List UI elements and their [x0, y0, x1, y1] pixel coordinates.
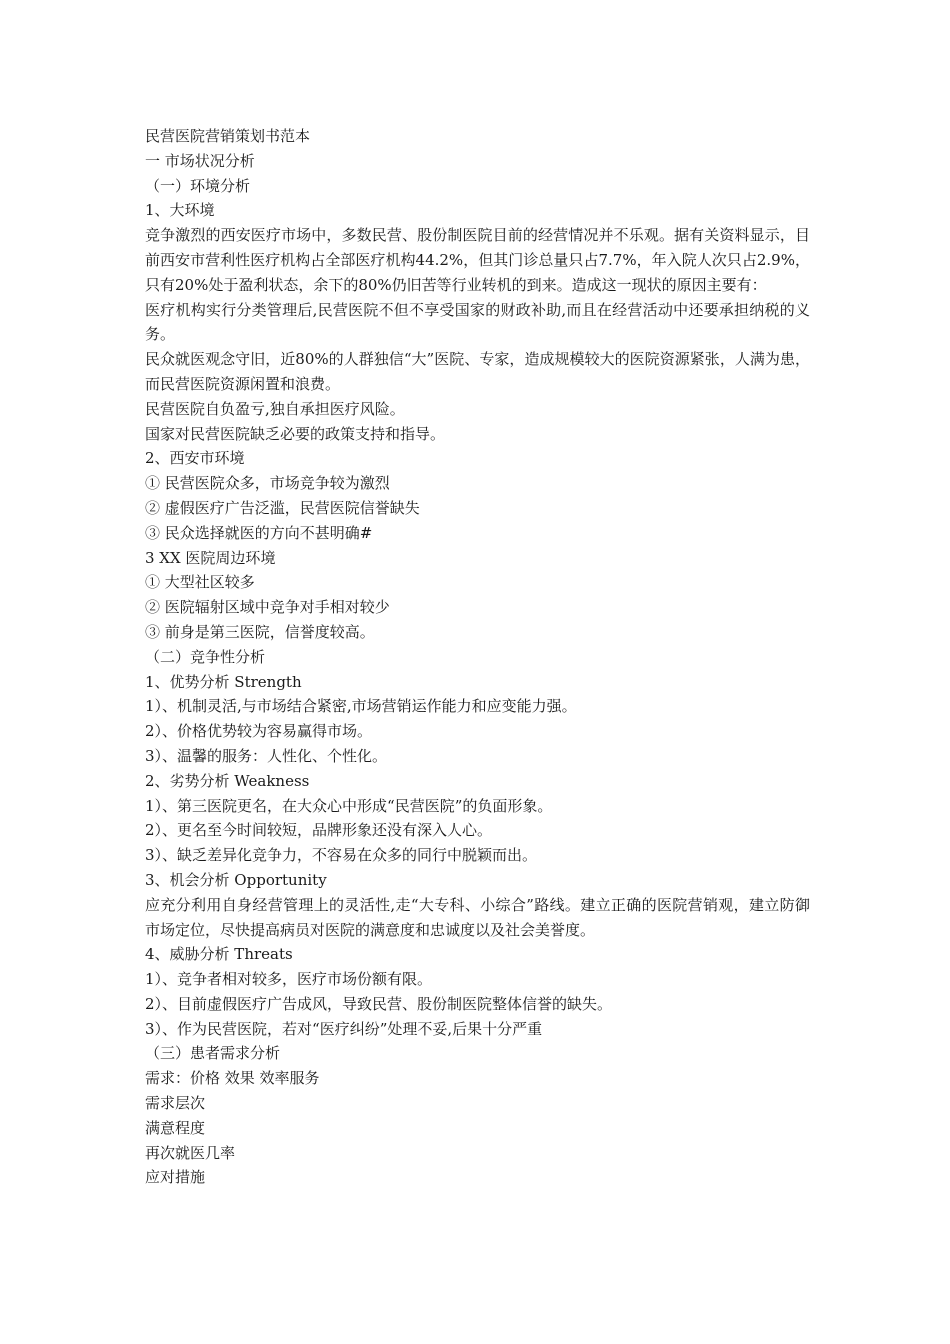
list-item: 1）、第三医院更名，在大众心中形成“民营医院”的负面形象。 [145, 796, 553, 815]
text-line: 再次就医几率 [145, 1143, 236, 1162]
document-title: 民营医院营销策划书范本 [145, 127, 311, 145]
list-item: 3）、温馨的服务：人性化、个性化。 [145, 746, 388, 765]
list-item: 1）、竞争者相对较多，医疗市场份额有限。 [145, 970, 433, 989]
section-heading: 一 市场状况分析 [145, 151, 255, 170]
item-heading: 2、西安市环境 [145, 449, 245, 468]
item-heading: 3 XX 医院周边环境 [145, 548, 276, 567]
paragraph: 竞争激烈的西安医疗市场中，多数民营、股份制医院目前的经营情况并不乐观。据有关资料显示，目前西安市营利性医疗机构占全部医疗机构44.2%，但其门诊总量只占7.7%，年入院人次只占2.9%，只有20%处于盈利状态，余下的80%仍旧苦等行业转机的到来。造成这一现状的原因主要有： [145, 226, 810, 294]
paragraph: 医疗机构实行分类管理后,民营医院不但不享受国家的财政补助,而且在经营活动中还要承担纳税的义务。 [145, 300, 810, 344]
list-item: ① 民营医院众多，市场竞争较为激烈 [145, 474, 390, 493]
item-heading: 1、优势分析 Strength [145, 672, 302, 691]
list-item: 3）、缺乏差异化竞争力，不容易在众多的同行中脱颖而出。 [145, 846, 538, 865]
item-heading: 3、机会分析 Opportunity [145, 870, 327, 889]
item-heading: 1、大环境 [145, 201, 215, 220]
list-item: ② 医院辐射区域中竞争对手相对较少 [145, 598, 390, 617]
list-item: ② 虚假医疗广告泛滥，民营医院信誉缺失 [145, 498, 420, 517]
item-heading: 4、威胁分析 Threats [145, 945, 293, 964]
paragraph: 民众就医观念守旧，近80%的人群独信“大”医院、专家，造成规模较大的医院资源紧张，人满为患，而民营医院资源闲置和浪费。 [145, 350, 810, 393]
list-item: 1）、机制灵活,与市场结合紧密,市场营销运作能力和应变能力强。 [145, 697, 577, 716]
list-item: ③ 前身是第三医院，信誉度较高。 [145, 622, 375, 641]
document-page [145, 124, 810, 1190]
subsection-heading: （三）患者需求分析 [145, 1044, 281, 1063]
item-heading: 2、劣势分析 Weakness [145, 771, 310, 790]
text-line: 国家对民营医院缺乏必要的政策支持和指导。 [145, 424, 446, 443]
list-item: 2）、价格优势较为容易赢得市场。 [145, 722, 373, 741]
paragraph: 应充分利用自身经营管理上的灵活性,走“大专科、小综合”路线。建立正确的医院营销观，建立防御市场定位，尽快提高病员对医院的满意度和忠诚度以及社会美誉度。 [145, 895, 810, 939]
subsection-heading: （一）环境分析 [145, 176, 251, 195]
subsection-heading: （二）竞争性分析 [145, 647, 266, 666]
text-line: 应对措施 [145, 1168, 206, 1187]
list-item: 2）、更名至今时间较短，品牌形象还没有深入人心。 [145, 821, 493, 840]
list-item: ① 大型社区较多 [145, 573, 255, 592]
list-item: 2）、目前虚假医疗广告成风，导致民营、股份制医院整体信誉的缺失。 [145, 994, 613, 1013]
text-line: 需求：价格 效果 效率服务 [145, 1069, 320, 1088]
text-line: 满意程度 [145, 1118, 206, 1137]
text-line: 民营医院自负盈亏,独自承担医疗风险。 [145, 399, 405, 418]
text-line: 需求层次 [145, 1094, 206, 1113]
list-item: ③ 民众选择就医的方向不甚明确# [145, 523, 373, 542]
list-item: 3）、作为民营医院，若对“医疗纠纷”处理不妥,后果十分严重 [145, 1019, 543, 1038]
